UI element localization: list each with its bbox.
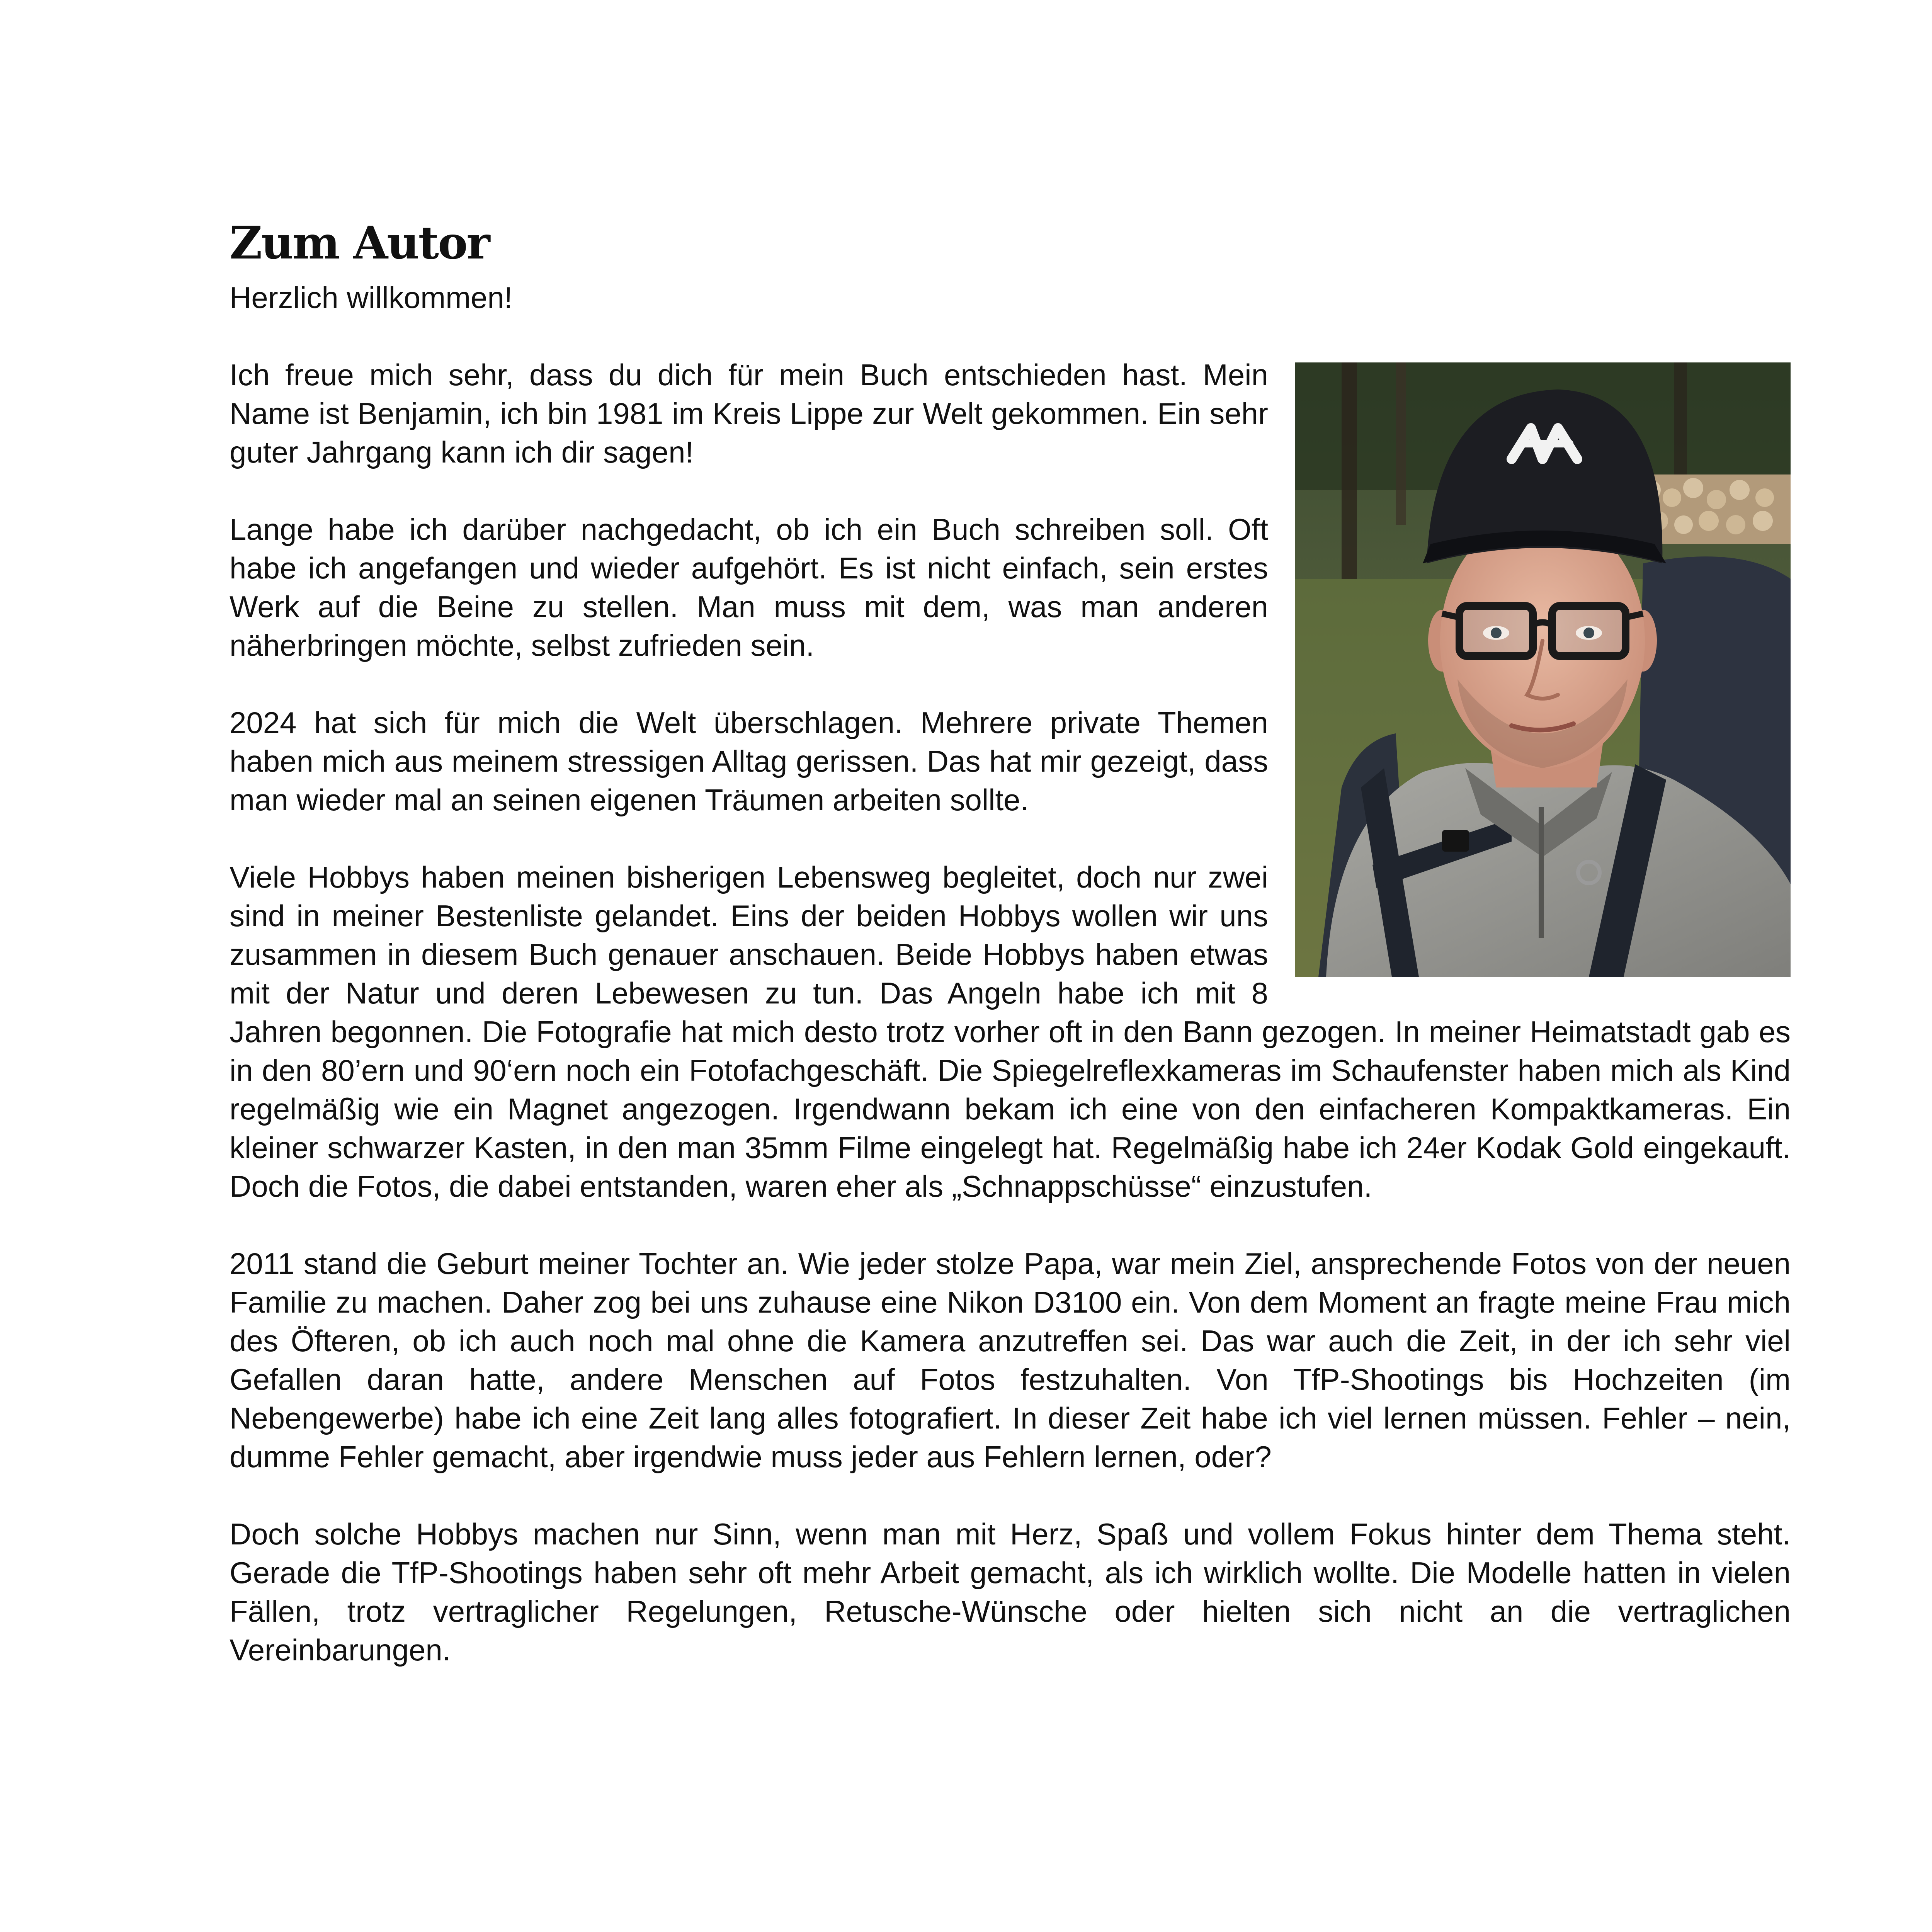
- paragraph: 2024 hat sich für mich die Welt überschlagen. Mehrere private Themen haben mich aus meinem stressigen Alltag gerissen. Das hat mir gezeigt, dass man wieder mal an seinen eigenen Träumen arbeiten sollte.: [230, 706, 1268, 817]
- paragraph: Viele Hobbys haben meinen bisherigen Lebensweg begleitet, doch nur zwei sind in meiner Bestenliste gelandet. Eins der beiden Hobbys wollen wir uns zusammen in diesem Buch genauer anschauen. Beide Hobbys haben etwas mit der Natur und deren Lebewesen zu tun. Das Angeln habe ich mit 8 Jahren begonnen. Die Fotografie hat mich desto trotz vorher oft in den Bann gezogen. In meiner Heimatstadt gab es in den 80’ern und 90‘ern noch ein Fotofachgeschäft. Die Spiegelreflexkameras im Schaufenster haben mich als Kind regelmäßig wie ein Magnet angezogen. Irgendwann bekam ich eine von den einfacheren Kompaktkameras. Ein kleiner schwarzer Kasten, in den man 35mm Filme eingelegt hat. Regelmäßig habe ich 24er Kodak Gold eingekauft. Doch die Fotos, die dabei entstanden, waren eher als „Schnappschüsse“ einzustufen.: [230, 860, 1791, 1203]
- author-photo: [1295, 362, 1791, 977]
- paragraph: Ich freue mich sehr, dass du dich für mein Buch entschieden hast. Mein Name ist Benjamin, ich bin 1981 im Kreis Lippe zur Welt gekommen. Ein sehr guter Jahrgang kann ich dir sagen!: [230, 358, 1268, 469]
- greeting-paragraph: Herzlich willkommen!: [230, 281, 513, 315]
- paragraph: Doch solche Hobbys machen nur Sinn, wenn man mit Herz, Spaß und vollem Fokus hinter dem Thema steht. Gerade die TfP-Shootings haben sehr oft mehr Arbeit gemacht, als ich wirklich wollte. Die Modelle hatten in vielen Fällen, trotz vertraglicher Regelungen, Retusche-Wünsche oder hielten sich nicht an die vertraglichen Vereinbarungen.: [230, 1517, 1791, 1667]
- paragraph: 2011 stand die Geburt meiner Tochter an. Wie jeder stolze Papa, war mein Ziel, ansprechende Fotos von der neuen Familie zu machen. Daher zog bei uns zuhause eine Nikon D3100 ein. Von dem Moment an fragte meine Frau mich des Öfteren, ob ich auch noch mal ohne die Kamera anzutreffen sei. Das war auch die Zeit, in der ich sehr viel Gefallen daran hatte, andere Menschen auf Fotos festzuhalten. Von TfP-Shootings bis Hochzeiten (im Nebengewerbe) habe ich eine Zeit lang alles fotografiert. In dieser Zeit habe ich viel lernen müssen. Fehler – nein, dumme Fehler gemacht, aber irgendwie muss jeder aus Fehlern lernen, oder?: [230, 1247, 1791, 1474]
- page-title: Zum Autor: [230, 217, 489, 269]
- author-text-body: [230, 278, 1791, 1708]
- paragraph: Lange habe ich darüber nachgedacht, ob ich ein Buch schreiben soll. Oft habe ich angefangen und wieder aufgehört. Es ist nicht einfach, sein erstes Werk auf die Beine zu stellen. Man muss mit dem, was man anderen näherbringen möchte, selbst zufrieden sein.: [230, 512, 1268, 662]
